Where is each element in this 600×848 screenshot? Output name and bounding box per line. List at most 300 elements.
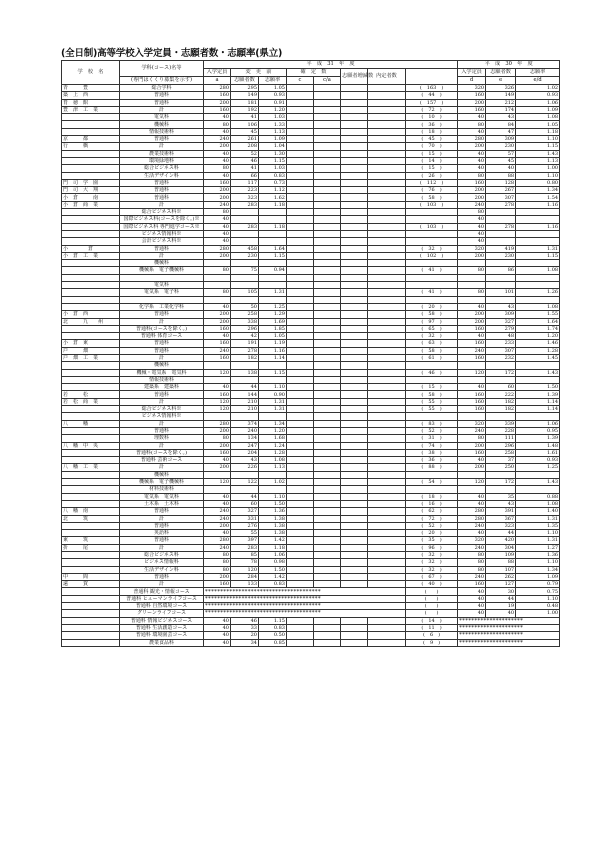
table-cell: 総合ビジネス科 xyxy=(120,552,204,559)
table-cell: 210 xyxy=(231,398,259,405)
table-cell: 44 xyxy=(231,384,259,391)
table-cell: 304 xyxy=(486,544,516,551)
table-cell xyxy=(458,260,486,267)
table-cell: 40 xyxy=(458,165,486,172)
table-row xyxy=(62,114,560,121)
table-cell: 374 xyxy=(231,420,259,427)
table-cell xyxy=(341,121,368,128)
table-row xyxy=(62,157,560,164)
table-row xyxy=(62,573,560,580)
table-cell xyxy=(287,340,314,347)
table-cell xyxy=(341,639,368,646)
table-cell: 43 xyxy=(486,500,516,507)
table-cell xyxy=(341,318,368,325)
table-cell: 計 xyxy=(120,354,204,361)
table-cell xyxy=(287,150,314,157)
table-cell: ( 9 ) xyxy=(406,639,458,646)
table-cell xyxy=(62,209,120,216)
table-cell xyxy=(368,187,406,194)
table-cell xyxy=(314,552,341,559)
table-cell xyxy=(314,376,341,383)
table-cell: 309 xyxy=(486,136,516,143)
table-cell: 1.55 xyxy=(516,311,560,318)
table-cell: 0.83 xyxy=(259,624,287,631)
table-cell xyxy=(314,303,341,310)
table-cell xyxy=(287,143,314,150)
table-cell: ビジネス情報科※ xyxy=(120,413,204,420)
table-cell: 200 xyxy=(458,464,486,471)
table-row xyxy=(62,398,560,405)
table-cell: 191 xyxy=(231,340,259,347)
table-cell xyxy=(314,354,341,361)
table-cell: 普通科 xyxy=(120,537,204,544)
table-row xyxy=(62,486,560,493)
table-cell: 80 xyxy=(204,435,231,442)
table-cell: 240 xyxy=(458,573,486,580)
table-cell xyxy=(231,209,259,216)
table-row xyxy=(62,413,560,420)
table-cell: 45 xyxy=(486,157,516,164)
table-cell xyxy=(516,216,560,223)
table-cell xyxy=(314,333,341,340)
table-cell xyxy=(368,85,406,92)
table-cell xyxy=(314,347,341,354)
table-cell: 北 九 州 xyxy=(62,318,120,325)
table-cell: 機械科 xyxy=(120,121,204,128)
table-cell: 1.20 xyxy=(259,106,287,113)
table-cell xyxy=(62,610,120,617)
table-cell xyxy=(341,179,368,186)
table-cell: 1.33 xyxy=(259,121,287,128)
table-cell: 283 xyxy=(231,201,259,208)
table-cell: 普通科 観光・情報コース xyxy=(120,588,204,595)
table-cell xyxy=(341,581,368,588)
table-cell: 262 xyxy=(486,573,516,580)
table-cell xyxy=(368,442,406,449)
table-cell: 283 xyxy=(231,223,259,230)
table-row xyxy=(62,522,560,529)
table-cell xyxy=(314,165,341,172)
table-cell: ( 52 ) xyxy=(406,427,458,434)
table-cell: 40 xyxy=(458,238,486,245)
table-cell: 機械科 xyxy=(120,362,204,369)
table-cell: 1.05 xyxy=(259,333,287,340)
table-row xyxy=(62,274,560,281)
table-cell xyxy=(314,486,341,493)
table-cell: 40 xyxy=(204,238,231,245)
table-cell: ( 76 ) xyxy=(406,187,458,194)
table-cell xyxy=(486,413,516,420)
table-cell xyxy=(341,303,368,310)
header-rate30: 志願率 xyxy=(516,69,560,77)
table-cell xyxy=(314,289,341,296)
table-cell: 若 松 商 業 xyxy=(62,398,120,405)
table-cell: 1.18 xyxy=(259,201,287,208)
table-cell xyxy=(368,632,406,639)
table-cell xyxy=(287,639,314,646)
table-cell xyxy=(259,282,287,289)
table-cell: ( 20 ) xyxy=(406,530,458,537)
table-cell xyxy=(62,530,120,537)
table-cell: ( 63 ) xyxy=(406,340,458,347)
table-cell xyxy=(287,106,314,113)
table-cell: 80 xyxy=(204,209,231,216)
table-cell xyxy=(62,384,120,391)
table-row xyxy=(62,303,560,310)
table-cell: 1.27 xyxy=(516,544,560,551)
table-cell xyxy=(231,238,259,245)
table-cell: 1.10 xyxy=(259,493,287,500)
table-cell xyxy=(62,157,120,164)
table-cell: 計 xyxy=(120,143,204,150)
table-cell: ********************* xyxy=(458,624,560,631)
table-cell: 1.62 xyxy=(259,194,287,201)
table-row xyxy=(62,311,560,318)
table-row xyxy=(62,106,560,113)
table-cell: 200 xyxy=(204,442,231,449)
table-cell: 1.10 xyxy=(516,559,560,566)
table-cell xyxy=(368,238,406,245)
table-cell xyxy=(287,194,314,201)
table-cell: 小 倉 東 xyxy=(62,340,120,347)
table-cell xyxy=(314,187,341,194)
table-cell: 160 xyxy=(458,92,486,99)
table-cell xyxy=(341,260,368,267)
table-cell xyxy=(314,274,341,281)
table-cell: 182 xyxy=(231,354,259,361)
table-cell xyxy=(314,500,341,507)
table-cell: 生活デザイン科 xyxy=(120,566,204,573)
table-cell: 1.15 xyxy=(259,252,287,259)
table-cell xyxy=(368,413,406,420)
table-cell: 遠 賀 xyxy=(62,581,120,588)
table-cell xyxy=(341,354,368,361)
table-cell: 総合ビジネス科 xyxy=(120,165,204,172)
table-row xyxy=(62,588,560,595)
table-cell xyxy=(368,573,406,580)
table-cell xyxy=(341,530,368,537)
table-cell: 建築系 建築科 xyxy=(120,384,204,391)
table-cell: 327 xyxy=(486,318,516,325)
table-cell xyxy=(486,471,516,478)
table-row xyxy=(62,384,560,391)
table-cell xyxy=(341,398,368,405)
table-cell: 55 xyxy=(231,530,259,537)
table-row xyxy=(62,391,560,398)
table-cell: 44 xyxy=(486,530,516,537)
table-cell xyxy=(314,398,341,405)
table-cell: 1.10 xyxy=(516,530,560,537)
table-cell: 320 xyxy=(458,537,486,544)
table-cell xyxy=(341,238,368,245)
table-cell xyxy=(368,486,406,493)
table-cell: 小 倉 西 xyxy=(62,311,120,318)
table-cell xyxy=(204,274,231,281)
table-cell xyxy=(368,479,406,486)
table-cell: 88 xyxy=(486,172,516,179)
table-cell xyxy=(458,274,486,281)
table-cell: 電気系 電子科 xyxy=(120,289,204,296)
table-cell: 40 xyxy=(204,114,231,121)
table-cell: 149 xyxy=(231,92,259,99)
table-cell: 280 xyxy=(204,85,231,92)
table-cell: ( 6 ) xyxy=(406,632,458,639)
table-cell: 160 xyxy=(458,106,486,113)
table-cell xyxy=(314,201,341,208)
table-row xyxy=(62,515,560,522)
table-cell: 160 xyxy=(458,391,486,398)
table-cell xyxy=(368,530,406,537)
table-cell: 普通科 体育コース xyxy=(120,333,204,340)
table-cell: 40 xyxy=(204,493,231,500)
table-cell: 40 xyxy=(458,457,486,464)
table-cell xyxy=(458,413,486,420)
table-cell xyxy=(62,457,120,464)
table-cell: 1.00 xyxy=(516,165,560,172)
table-cell: ( 52 ) xyxy=(406,522,458,529)
table-cell: 1.05 xyxy=(516,121,560,128)
table-cell xyxy=(314,508,341,515)
table-cell xyxy=(341,128,368,135)
table-cell: 111 xyxy=(486,435,516,442)
table-cell xyxy=(62,230,120,237)
table-cell: 107 xyxy=(486,566,516,573)
table-cell: 80 xyxy=(458,559,486,566)
table-cell xyxy=(314,362,341,369)
table-cell: ( 157 ) xyxy=(406,99,458,106)
table-cell: 50 xyxy=(231,303,259,310)
table-cell: ( 36 ) xyxy=(406,457,458,464)
table-cell: 総合学科 xyxy=(120,85,204,92)
table-cell xyxy=(406,413,458,420)
table-cell: 60 xyxy=(486,384,516,391)
table-cell xyxy=(341,464,368,471)
table-cell: 1.18 xyxy=(259,544,287,551)
table-cell: ************************************** xyxy=(204,595,406,602)
table-cell xyxy=(516,413,560,420)
table-cell: 200 xyxy=(204,573,231,580)
table-cell xyxy=(314,435,341,442)
table-cell xyxy=(231,282,259,289)
table-cell xyxy=(287,289,314,296)
table-cell: 307 xyxy=(486,194,516,201)
table-row xyxy=(62,296,560,303)
table-cell: ( 96 ) xyxy=(406,544,458,551)
table-cell: 327 xyxy=(231,508,259,515)
table-cell: 240 xyxy=(231,427,259,434)
table-cell xyxy=(287,515,314,522)
table-cell: 120 xyxy=(458,369,486,376)
table-cell xyxy=(341,223,368,230)
table-cell xyxy=(406,486,458,493)
table-cell: 計 xyxy=(120,581,204,588)
table-cell xyxy=(287,457,314,464)
table-cell xyxy=(406,260,458,267)
table-cell: 34 xyxy=(231,639,259,646)
table-cell xyxy=(486,216,516,223)
table-cell xyxy=(368,274,406,281)
table-cell xyxy=(458,376,486,383)
table-cell: 200 xyxy=(458,442,486,449)
table-cell xyxy=(62,282,120,289)
table-cell xyxy=(314,624,341,631)
table-cell: 210 xyxy=(231,406,259,413)
table-cell: 小 倉 xyxy=(62,245,120,252)
table-cell xyxy=(341,252,368,259)
table-cell xyxy=(62,435,120,442)
table-row xyxy=(62,566,560,573)
table-cell xyxy=(287,303,314,310)
table-cell: 1.13 xyxy=(259,128,287,135)
table-cell: 60 xyxy=(231,500,259,507)
table-cell: 280 xyxy=(458,136,486,143)
table-cell xyxy=(368,216,406,223)
table-row xyxy=(62,289,560,296)
table-cell: 261 xyxy=(231,136,259,143)
header-ed: e/d xyxy=(516,77,560,85)
table-cell: 230 xyxy=(486,252,516,259)
table-cell: 40 xyxy=(204,500,231,507)
table-cell: 育 徳 館 xyxy=(62,99,120,106)
table-cell: 1.31 xyxy=(259,398,287,405)
table-cell: ************************************** xyxy=(204,610,406,617)
table-cell: 1.74 xyxy=(516,325,560,332)
table-cell: ( 72 ) xyxy=(406,106,458,113)
header-cap: 入学定員 xyxy=(204,69,231,77)
table-cell: 41 xyxy=(231,165,259,172)
table-cell: 46 xyxy=(231,157,259,164)
table-cell xyxy=(368,179,406,186)
table-cell xyxy=(287,449,314,456)
table-cell: 40 xyxy=(458,530,486,537)
table-cell: 230 xyxy=(486,143,516,150)
table-cell: 八 幡 工 業 xyxy=(62,464,120,471)
table-cell: 397 xyxy=(231,537,259,544)
table-cell xyxy=(516,486,560,493)
table-row xyxy=(62,245,560,252)
table-row xyxy=(62,624,560,631)
table-cell xyxy=(259,260,287,267)
table-cell: 40 xyxy=(204,230,231,237)
table-cell: 200 xyxy=(458,194,486,201)
table-cell: 北 筑 xyxy=(62,515,120,522)
table-cell xyxy=(314,442,341,449)
table-cell: 160 xyxy=(458,406,486,413)
table-cell: ( 11 ) xyxy=(406,624,458,631)
table-cell xyxy=(287,537,314,544)
table-cell: 20 xyxy=(231,632,259,639)
table-cell: 普通科 xyxy=(120,573,204,580)
table-cell: 1.34 xyxy=(259,420,287,427)
table-cell: 80 xyxy=(458,289,486,296)
table-cell xyxy=(287,486,314,493)
table-cell: ( 88 ) xyxy=(406,464,458,471)
table-row xyxy=(62,216,560,223)
table-cell: 80 xyxy=(204,552,231,559)
table-cell: 208 xyxy=(231,143,259,150)
table-cell: 1.42 xyxy=(259,573,287,580)
table-cell xyxy=(368,464,406,471)
table-cell xyxy=(314,573,341,580)
table-cell: 120 xyxy=(231,566,259,573)
table-cell: 391 xyxy=(486,508,516,515)
table-cell: 小 倉 商 業 xyxy=(62,201,120,208)
table-cell xyxy=(368,544,406,551)
header-cap30: 入学定員 xyxy=(458,69,486,77)
table-cell xyxy=(287,398,314,405)
table-cell: 計 xyxy=(120,252,204,259)
table-cell: 1.29 xyxy=(259,311,287,318)
table-cell: 19 xyxy=(486,603,516,610)
table-cell xyxy=(314,384,341,391)
table-cell: 86 xyxy=(486,267,516,274)
table-cell xyxy=(287,508,314,515)
table-cell xyxy=(516,238,560,245)
table-cell: 1.25 xyxy=(259,303,287,310)
table-cell: 200 xyxy=(204,427,231,434)
table-cell: ( 83 ) xyxy=(406,420,458,427)
table-cell xyxy=(516,282,560,289)
table-cell: 中 間 xyxy=(62,573,120,580)
table-cell: 200 xyxy=(204,252,231,259)
table-cell xyxy=(341,384,368,391)
table-cell: 計 xyxy=(120,398,204,405)
table-cell: ( 58 ) xyxy=(406,311,458,318)
table-row xyxy=(62,479,560,486)
table-cell xyxy=(341,106,368,113)
table-row xyxy=(62,427,560,434)
table-cell: ( 26 ) xyxy=(406,172,458,179)
table-cell xyxy=(314,179,341,186)
table-cell xyxy=(62,471,120,478)
table-cell: ( 16 ) xyxy=(406,500,458,507)
table-cell: 160 xyxy=(204,391,231,398)
table-cell: 223 xyxy=(231,187,259,194)
table-cell: 計 xyxy=(120,544,204,551)
table-cell xyxy=(368,566,406,573)
table-cell xyxy=(341,442,368,449)
table-cell xyxy=(341,406,368,413)
table-cell: 普通科 xyxy=(120,194,204,201)
table-cell: 40 xyxy=(204,333,231,340)
table-cell xyxy=(287,552,314,559)
table-cell: ( 20 ) xyxy=(406,303,458,310)
table-cell: 200 xyxy=(458,252,486,259)
table-cell xyxy=(259,216,287,223)
table-cell: 48 xyxy=(486,333,516,340)
table-cell: 0.73 xyxy=(259,179,287,186)
table-cell: 1.46 xyxy=(516,340,560,347)
table-cell: 1.28 xyxy=(516,347,560,354)
table-row xyxy=(62,187,560,194)
table-row xyxy=(62,449,560,456)
table-cell: 280 xyxy=(204,420,231,427)
table-cell xyxy=(287,493,314,500)
table-cell: 0.93 xyxy=(259,92,287,99)
table-cell: 1.42 xyxy=(259,537,287,544)
table-cell: 1.04 xyxy=(259,143,287,150)
table-row xyxy=(62,201,560,208)
table-cell xyxy=(368,406,406,413)
table-cell xyxy=(62,566,120,573)
table-cell: 240 xyxy=(458,347,486,354)
table-cell: 240 xyxy=(204,515,231,522)
table-row xyxy=(62,230,560,237)
table-row xyxy=(62,493,560,500)
table-cell xyxy=(341,99,368,106)
table-cell xyxy=(458,486,486,493)
table-row xyxy=(62,603,560,610)
